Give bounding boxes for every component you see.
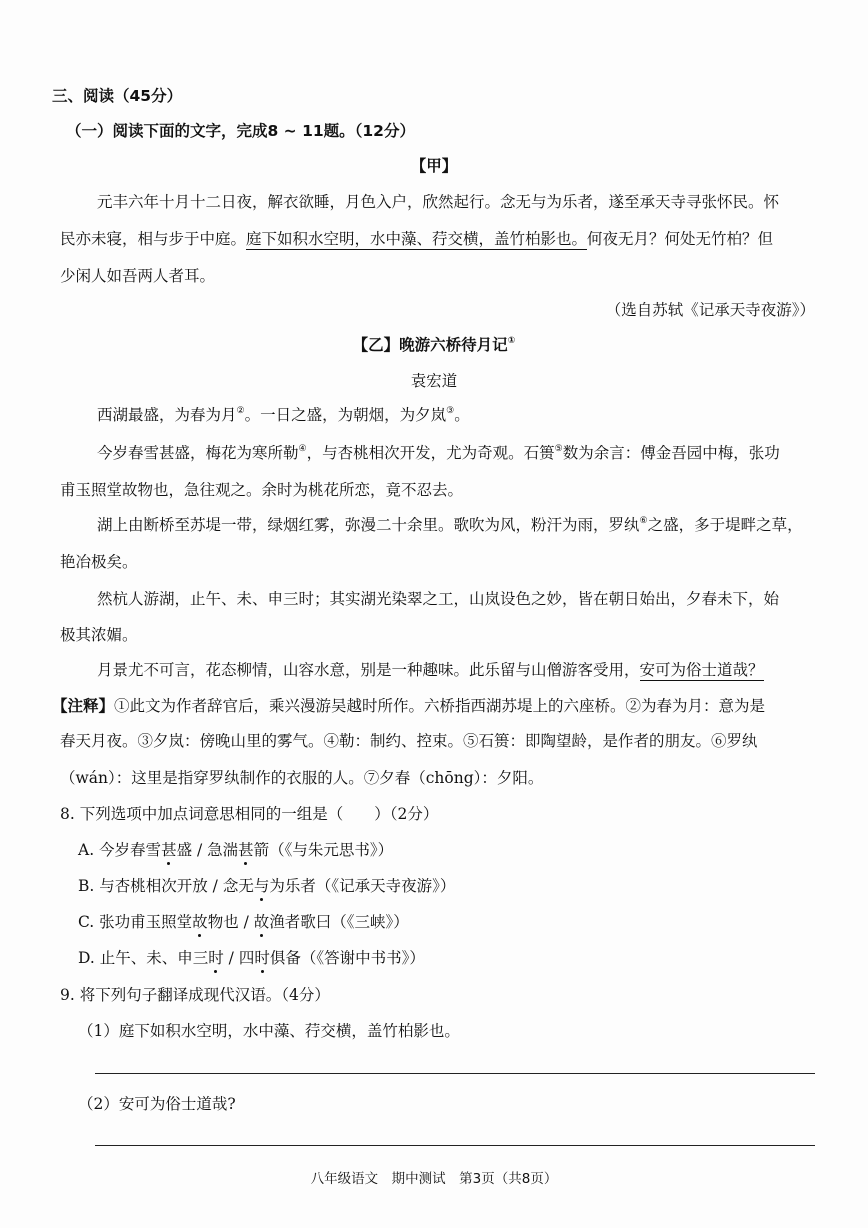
jia-line2-post: 何夜无月？何处无竹柏？但: [587, 230, 774, 248]
yi-p2-line1: [97, 443, 868, 463]
yi-p3-line2: 艳冶极矣。: [60, 553, 138, 571]
dotted-word: 时: [208, 949, 224, 967]
q8-stem: 8. 下列选项中加点词意思相同的一组是（ ）（2分）: [60, 805, 439, 823]
jia-heading: 【甲】: [410, 157, 458, 175]
note-ref: ⑤: [554, 444, 563, 454]
section-header: 三、阅读（45分）: [52, 87, 183, 105]
yi-p1-text: 。: [454, 406, 470, 424]
option-text: 盛 / 急湍: [176, 841, 239, 859]
dotted-word: 时: [254, 949, 270, 967]
q8-option-b: [78, 876, 868, 896]
notes-line1: [52, 696, 868, 716]
option-text: 俱备（《答谢中书书》）: [269, 949, 425, 967]
dotted-word: 故: [253, 913, 270, 931]
jia-line2-pre: 民亦未寝，相与步于中庭。: [60, 230, 247, 248]
yi-p2-text: 今岁春雪甚盛，梅花为寒所勒: [97, 444, 299, 462]
q9-sentence-1: （1）庭下如积水空明，水中藻、荇交横，盖竹柏影也。: [78, 1022, 460, 1040]
yi-p5: [97, 660, 868, 680]
dotted-word: 与: [253, 877, 270, 895]
yi-p2-line2: 甫玉照堂故物也，急往观之。余时为桃花所恋，竟不忍去。: [60, 481, 464, 499]
q8-option-d: [78, 948, 868, 968]
yi-p1-text: 西湖最盛，为春为月: [97, 406, 237, 424]
option-text: / 四: [223, 949, 255, 967]
yi-p3-text: 之盛，多于堤畔之草，: [647, 516, 803, 534]
notes-line3: （wán）：这里是指穿罗纨制作的衣服的人。⑦夕春（chōng）：夕阳。: [60, 769, 544, 787]
q8-option-a: [78, 840, 868, 860]
yi-p3-line1: [97, 515, 868, 535]
q9-stem: 9. 将下列句子翻译成现代汉语。（4分）: [60, 986, 330, 1004]
option-text: D. 止午、未、申三: [78, 949, 209, 967]
note-ref: ①: [507, 336, 516, 346]
option-text: 渔者歌曰（《三峡》）: [269, 913, 409, 931]
note-ref: ④: [298, 444, 307, 454]
yi-underlined-sentence: 安可为俗士道哉？: [639, 661, 764, 679]
answer-line-1[interactable]: [95, 1073, 815, 1074]
option-text: A. 今岁春雪: [78, 841, 162, 859]
dotted-word: 故: [192, 913, 208, 931]
jia-underlined-sentence: 庭下如积水空明，水中藻、荇交横，盖竹柏影也。: [246, 230, 588, 248]
option-text: 物也 /: [207, 913, 254, 931]
jia-line2: [60, 229, 868, 249]
q9-sentence-2: （2）安可为俗士道哉?: [78, 1095, 236, 1113]
note-ref: ⑥: [639, 516, 648, 526]
note-ref: ③: [446, 406, 455, 416]
option-text: 为乐者（《记承天寺夜游》）: [269, 877, 456, 895]
yi-p1-text: 。一日之盛，为朝烟，为夕岚: [244, 406, 447, 424]
q8-option-c: [78, 912, 868, 932]
part1-instruction: （一）阅读下面的文字，完成8 ~ 11题。（12分）: [66, 122, 415, 140]
dotted-word: 甚: [238, 841, 254, 859]
notes-line2: 春天月夜。③夕岚：傍晚山里的雾气。④勒：制约、控束。⑤石篑：即陶望龄，是作者的朋友。⑥罗纨: [60, 732, 758, 750]
jia-line3: 少闲人如吾两人者耳。: [60, 267, 216, 285]
yi-p1: [97, 405, 868, 425]
yi-p5-text: 月景尤不可言，花态柳情，山容水意，别是一种趣味。此乐留与山僧游客受用，: [97, 661, 640, 679]
yi-p2-text: ，与杏桃相次开发，尤为奇观。石篑: [306, 444, 555, 462]
yi-author: 袁宏道: [410, 372, 458, 390]
jia-source: （选自苏轼《记承天寺夜游》）: [605, 301, 815, 319]
yi-p4-line1: 然杭人游湖，止午、未、申三时；其实湖光染翠之工，山岚设色之妙，皆在朝日始出，夕春未下，始: [97, 590, 780, 608]
yi-heading-text: 【乙】晚游六桥待月记: [352, 336, 508, 354]
yi-p2-text: 数为余言：傅金吾园中梅，张功: [562, 444, 780, 462]
yi-p4-line2: 极其浓媚。: [60, 626, 138, 644]
yi-p3-text: 湖上由断桥至苏堤一带，绿烟红雾，弥漫二十余里。歌吹为风，粉汗为雨，罗纨: [97, 516, 640, 534]
yi-heading: [0, 335, 868, 355]
option-text: B. 与杏桃相次开放 / 念无: [78, 877, 254, 895]
option-text: 箭（《与朱元思书》）: [253, 841, 394, 859]
note-ref: ②: [236, 406, 245, 416]
option-text: C. 张功甫玉照堂: [78, 913, 193, 931]
answer-line-2[interactable]: [95, 1145, 815, 1146]
notes-label: 【注释】: [52, 697, 115, 715]
notes-text: ①此文为作者辞官后，乘兴漫游吴越时所作。六桥指西湖苏堤上的六座桥。②为春为月：意为是: [114, 697, 766, 715]
page-footer: 八年级语文 期中测试 第3页（共8页）: [310, 1171, 558, 1187]
jia-line1: 元丰六年十月十二日夜，解衣欲睡，月色入户，欣然起行。念无与为乐者，遂至承天寺寻张怀民。怀: [97, 193, 780, 211]
dotted-word: 甚: [161, 841, 177, 859]
